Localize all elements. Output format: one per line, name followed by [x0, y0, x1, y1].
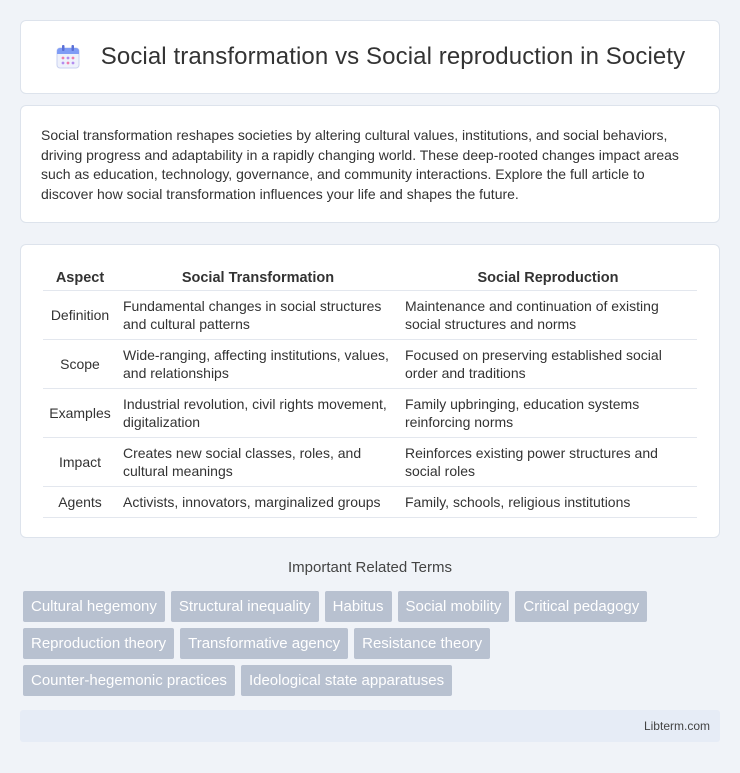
table-row — [43, 389, 697, 438]
row-reproduction: Maintenance and continuation of existing social structures and norms — [399, 291, 697, 340]
intro-text: Social transformation reshapes societies by altering cultural values, institutions, and social behaviors, driving progress and adaptability in a rapidly changing world. These deep-rooted changes impact areas such as education, technology, governance, and community interactions. Explore the full article to discover how social transformation influences your life and shapes the future. — [41, 127, 679, 202]
related-terms-heading: Important Related Terms — [288, 559, 452, 576]
row-transformation: Creates new social classes, roles, and cultural meanings — [117, 438, 399, 487]
row-reproduction: Family, schools, religious institutions — [399, 487, 697, 518]
header-social-reproduction: Social Reproduction — [399, 265, 697, 291]
table-row — [43, 291, 697, 340]
row-transformation: Activists, innovators, marginalized groups — [117, 487, 399, 518]
row-aspect: Examples — [43, 389, 117, 438]
row-aspect: Agents — [43, 487, 117, 518]
page-title: Social transformation vs Social reproduction in Society — [100, 43, 686, 70]
tag-habitus[interactable]: Habitus — [325, 591, 392, 622]
tag-ideological-state-apparatuses[interactable]: Ideological state apparatuses — [241, 665, 452, 696]
title-card — [20, 20, 720, 94]
row-transformation: Wide-ranging, affecting institutions, values, and relationships — [117, 340, 399, 389]
tag-social-mobility[interactable]: Social mobility — [398, 591, 510, 622]
row-reproduction: Family upbringing, education systems reinforcing norms — [399, 389, 697, 438]
footer-source[interactable]: Libterm.com — [643, 719, 710, 733]
intro-card — [20, 105, 720, 223]
row-transformation: Fundamental changes in social structures and cultural patterns — [117, 291, 399, 340]
row-aspect: Definition — [43, 291, 117, 340]
tag-reproduction-theory[interactable]: Reproduction theory — [23, 628, 174, 659]
table-row — [43, 340, 697, 389]
table-row — [43, 438, 697, 487]
table-row — [43, 487, 697, 518]
row-aspect: Scope — [43, 340, 117, 389]
comparison-card — [20, 244, 720, 538]
header-aspect: Aspect — [43, 265, 117, 291]
tag-structural-inequality[interactable]: Structural inequality — [171, 591, 319, 622]
row-aspect: Impact — [43, 438, 117, 487]
row-transformation: Industrial revolution, civil rights movement, digitalization — [117, 389, 399, 438]
related-terms-list — [23, 591, 723, 702]
tag-resistance-theory[interactable]: Resistance theory — [354, 628, 490, 659]
calendar-icon — [55, 44, 81, 70]
tag-cultural-hegemony[interactable]: Cultural hegemony — [23, 591, 165, 622]
row-reproduction: Focused on preserving established social order and traditions — [399, 340, 697, 389]
tag-counter-hegemonic-practices[interactable]: Counter-hegemonic practices — [23, 665, 235, 696]
comparison-table — [43, 265, 697, 518]
tag-critical-pedagogy[interactable]: Critical pedagogy — [515, 591, 647, 622]
table-header-row — [43, 265, 697, 291]
footer — [20, 710, 720, 742]
header-social-transformation: Social Transformation — [117, 265, 399, 291]
row-reproduction: Reinforces existing power structures and social roles — [399, 438, 697, 487]
tag-transformative-agency[interactable]: Transformative agency — [180, 628, 348, 659]
